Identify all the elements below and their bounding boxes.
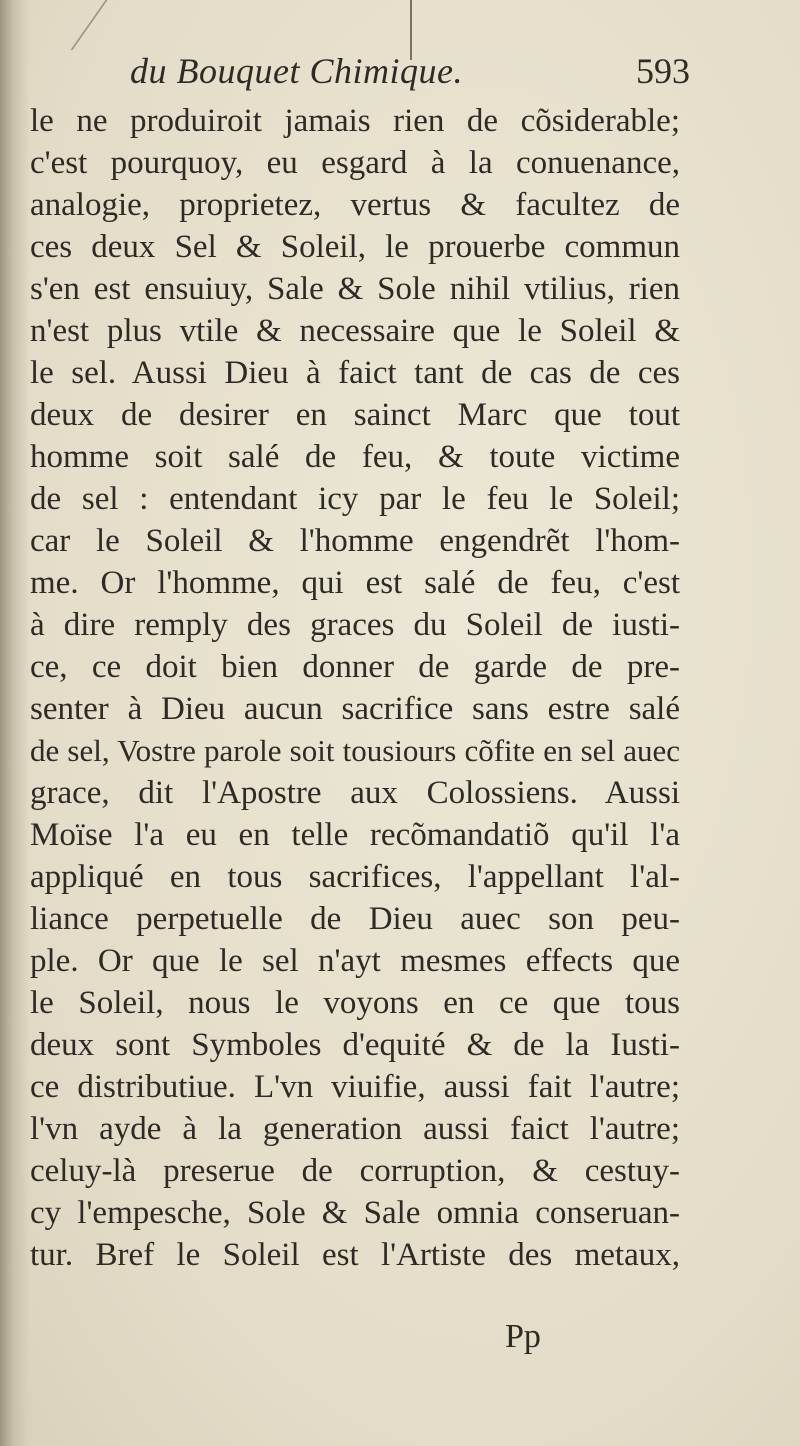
text-line: appliqué en tous sacrifices, l'appellant l'al- bbox=[30, 859, 680, 895]
text-line: analogie, proprietez, vertus & facultez de bbox=[30, 187, 680, 223]
text-line: homme soit salé de feu, & toute victime bbox=[30, 439, 680, 475]
text-line: de sel : entendant icy par le feu le Soleil; bbox=[30, 481, 680, 517]
text-line: n'est plus vtile & necessaire que le Soleil & bbox=[30, 313, 680, 349]
text-line: ce, ce doit bien donner de garde de pre- bbox=[30, 649, 680, 685]
text-line: le ne produiroit jamais rien de cõsiderable; bbox=[30, 103, 680, 139]
text-line: senter à Dieu aucun sacrifice sans estre salé bbox=[30, 691, 680, 727]
text-line: grace, dit l'Apostre aux Colossiens. Aussi bbox=[30, 775, 680, 811]
running-head bbox=[130, 50, 690, 100]
text-line: deux de desirer en sainct Marc que tout bbox=[30, 397, 680, 433]
running-head-title: du Bouquet Chimique. bbox=[130, 51, 463, 91]
text-line: ple. Or que le sel n'ayt mesmes effects que bbox=[30, 943, 680, 979]
text-line: s'en est ensuiuy, Sale & Sole nihil vtilius, rien bbox=[30, 271, 680, 307]
text-line: deux sont Symboles d'equité & de la Iusti- bbox=[30, 1027, 680, 1063]
text-line: c'est pourquoy, eu esgard à la conuenance, bbox=[30, 145, 680, 181]
text-line: me. Or l'homme, qui est salé de feu, c'est bbox=[30, 565, 680, 601]
text-line: de sel, Vostre parole soit tousiours cõfite en sel auec bbox=[30, 733, 680, 768]
text-line: ces deux Sel & Soleil, le prouerbe commun bbox=[30, 229, 680, 265]
text-line: l'vn ayde à la generation aussi faict l'autre; bbox=[30, 1111, 680, 1147]
text-line: le sel. Aussi Dieu à faict tant de cas de ces bbox=[30, 355, 680, 391]
signature-mark: Pp bbox=[505, 1318, 541, 1355]
text-line: celuy-là preserue de corruption, & cestuy- bbox=[30, 1153, 680, 1189]
text-line: Moïse l'a eu en telle recõmandatiõ qu'il l'a bbox=[30, 817, 680, 853]
page-gutter bbox=[0, 0, 30, 1446]
text-line: cy l'empesche, Sole & Sale omnia conseruan- bbox=[30, 1195, 680, 1231]
text-line: le Soleil, nous le voyons en ce que tous bbox=[30, 985, 680, 1021]
text-line: liance perpetuelle de Dieu auec son peu- bbox=[30, 901, 680, 937]
text-line: à dire remply des graces du Soleil de iusti- bbox=[30, 607, 680, 643]
page-number: 593 bbox=[636, 51, 690, 91]
margin-mark bbox=[30, 0, 107, 50]
text-line: tur. Bref le Soleil est l'Artiste des metaux, bbox=[30, 1237, 680, 1273]
text-line: ce distributiue. L'vn viuifie, aussi fait l'autre; bbox=[30, 1069, 680, 1105]
body-text bbox=[30, 100, 680, 1276]
text-line: car le Soleil & l'homme engendrẽt l'hom- bbox=[30, 523, 680, 559]
